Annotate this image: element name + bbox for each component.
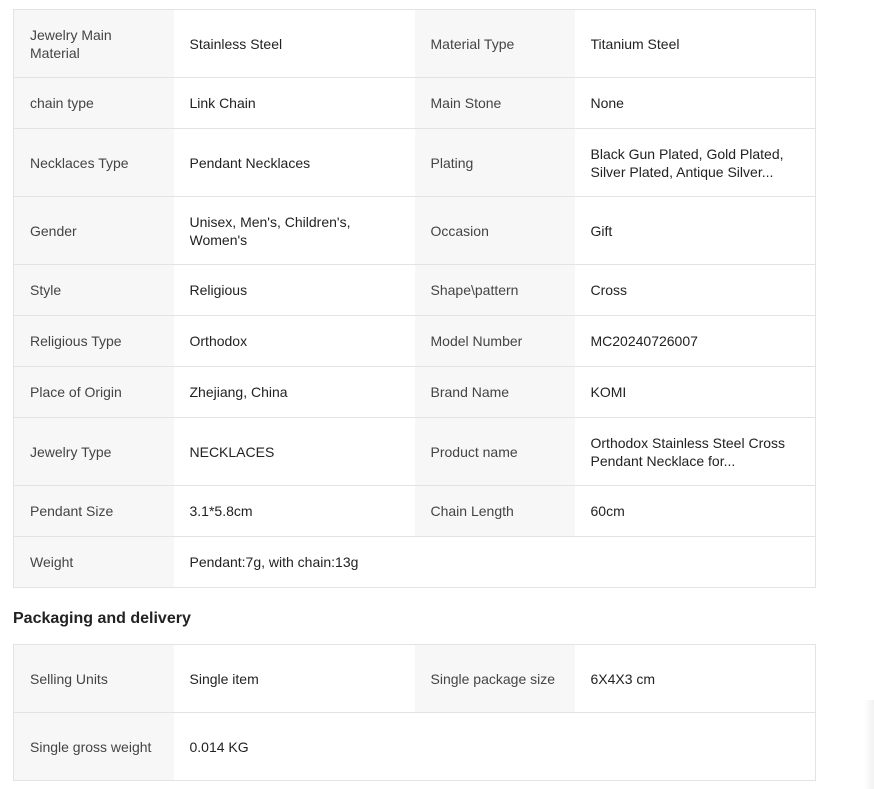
attribute-label: Chain Length <box>415 486 575 537</box>
table-row <box>14 78 816 129</box>
table-row <box>14 537 816 588</box>
attribute-value: KOMI <box>575 367 816 418</box>
table-row <box>14 418 816 486</box>
attribute-label: Brand Name <box>415 367 575 418</box>
attribute-value: 3.1*5.8cm <box>174 486 415 537</box>
attribute-label: Selling Units <box>14 645 174 713</box>
scroll-edge-shadow <box>864 700 874 789</box>
attribute-label: Weight <box>14 537 174 588</box>
attribute-value: None <box>575 78 816 129</box>
attribute-value: Single item <box>174 645 415 713</box>
attribute-label: Main Stone <box>415 78 575 129</box>
attribute-value: Religious <box>174 265 415 316</box>
attribute-value: Orthodox Stainless Steel Cross Pendant Necklace for... <box>575 418 816 486</box>
attribute-value: 60cm <box>575 486 816 537</box>
table-row <box>14 367 816 418</box>
attribute-label: Pendant Size <box>14 486 174 537</box>
attribute-label: Necklaces Type <box>14 129 174 197</box>
attribute-value: Orthodox <box>174 316 415 367</box>
attribute-value: Stainless Steel <box>174 10 415 78</box>
attribute-label: Place of Origin <box>14 367 174 418</box>
attribute-label: Model Number <box>415 316 575 367</box>
table-row <box>14 10 816 78</box>
attribute-label: Single package size <box>415 645 575 713</box>
attribute-label: Jewelry Main Material <box>14 10 174 78</box>
attribute-value: Gift <box>575 197 816 265</box>
attribute-value: Cross <box>575 265 816 316</box>
attribute-value: Pendant:7g, with chain:13g <box>174 537 816 588</box>
attribute-label: Religious Type <box>14 316 174 367</box>
table-row <box>14 486 816 537</box>
table-row <box>14 713 816 781</box>
attribute-label: Plating <box>415 129 575 197</box>
attribute-label: Single gross weight <box>14 713 174 781</box>
table-row <box>14 197 816 265</box>
attribute-label: Material Type <box>415 10 575 78</box>
table-row <box>14 316 816 367</box>
attribute-value: Pendant Necklaces <box>174 129 415 197</box>
attribute-label: Gender <box>14 197 174 265</box>
attribute-value: 6X4X3 cm <box>575 645 816 713</box>
packaging-table <box>13 644 816 781</box>
attribute-label: chain type <box>14 78 174 129</box>
attribute-value: MC20240726007 <box>575 316 816 367</box>
attribute-value: Black Gun Plated, Gold Plated, Silver Plated, Antique Silver... <box>575 129 816 197</box>
attribute-label: Style <box>14 265 174 316</box>
attribute-value: 0.014 KG <box>174 713 816 781</box>
attribute-value: Titanium Steel <box>575 10 816 78</box>
attribute-value: Zhejiang, China <box>174 367 415 418</box>
attribute-value: Link Chain <box>174 78 415 129</box>
attribute-label: Occasion <box>415 197 575 265</box>
attribute-value: Unisex, Men's, Children's, Women's <box>174 197 415 265</box>
attribute-label: Jewelry Type <box>14 418 174 486</box>
table-row <box>14 265 816 316</box>
key-attributes-table <box>13 9 816 588</box>
packaging-section-title: Packaging and delivery <box>13 610 191 627</box>
table-row <box>14 129 816 197</box>
table-row <box>14 645 816 713</box>
attribute-label: Shape\pattern <box>415 265 575 316</box>
attribute-value: NECKLACES <box>174 418 415 486</box>
attribute-label: Product name <box>415 418 575 486</box>
